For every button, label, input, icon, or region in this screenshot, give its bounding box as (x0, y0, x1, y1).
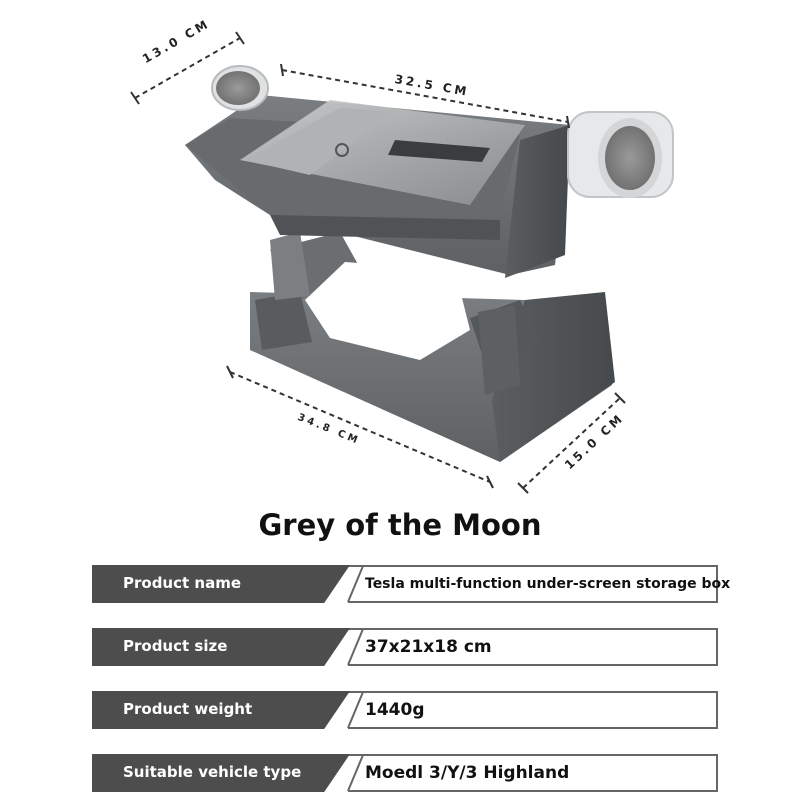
spec-row-product-name (92, 565, 731, 603)
product-color-headline: Grey of the Moon (258, 508, 542, 542)
spec-value: Moedl 3/Y/3 Highland (365, 763, 570, 783)
left-magnet-pad (212, 66, 268, 110)
spec-label: Product size (123, 637, 228, 655)
height-dimension-label: 13.0 CM (140, 16, 213, 67)
spec-label: Product weight (123, 700, 253, 718)
length-dimension-label: 34.8 CM (295, 412, 362, 448)
depth-dimension-label: 15.0 CM (562, 410, 627, 473)
spec-value: Tesla multi-function under-screen storage box (365, 576, 731, 592)
spec-table (92, 565, 731, 792)
spec-label: Suitable vehicle type (123, 763, 302, 781)
spec-row-vehicle-type (92, 754, 718, 792)
spec-row-product-weight (92, 691, 718, 729)
right-magnet-pad (568, 112, 673, 198)
spec-label: Product name (123, 574, 242, 592)
spec-value: 37x21x18 cm (365, 637, 492, 657)
tray (185, 95, 570, 278)
spec-value: 1440g (365, 700, 425, 720)
width-dimension-label: 32.5 CM (393, 72, 471, 99)
spec-row-product-size (92, 628, 718, 666)
base-stand (250, 232, 615, 462)
